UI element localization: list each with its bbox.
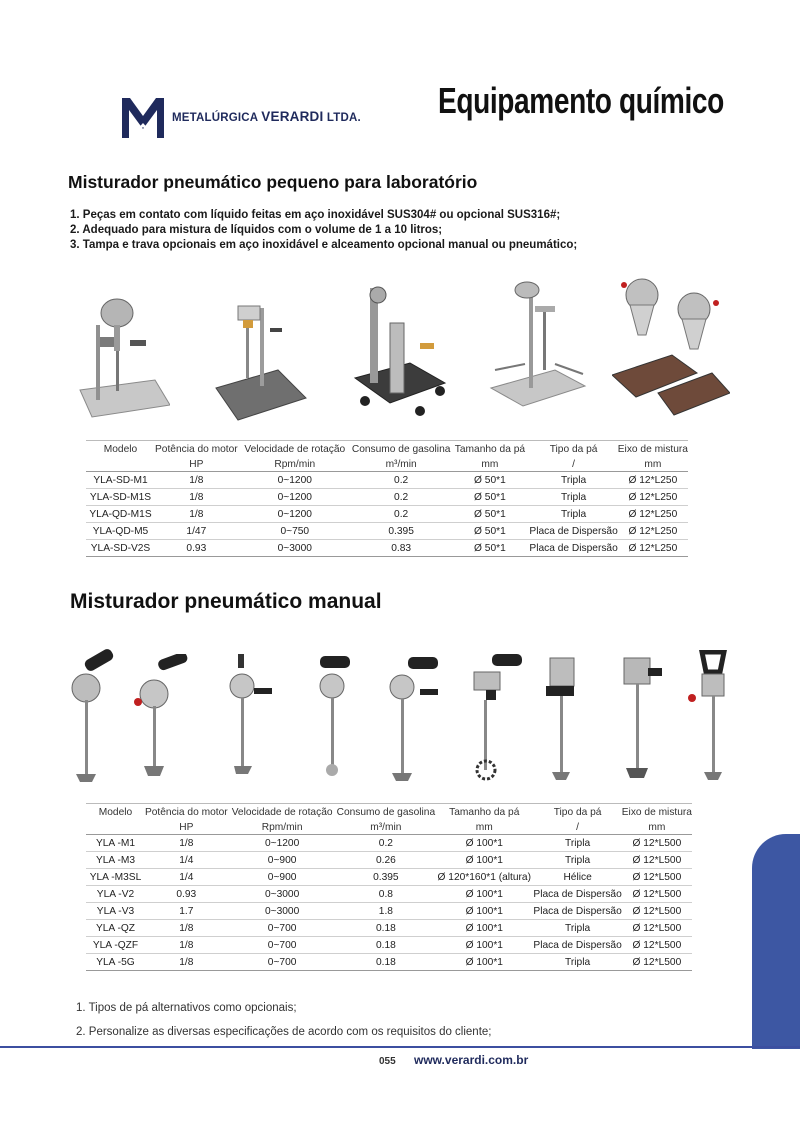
section-title-lab-mixer: Misturador pneumático pequeno para laboratório [68,172,478,192]
column-header: Tamanho da pá [450,441,529,458]
table-cell: Ø 12*L250 [618,523,688,540]
table-cell: YLA -M1 [86,835,145,852]
unit-label: mm [450,457,529,472]
table-cell: Ø 50*1 [450,472,529,489]
unit-label: mm [618,457,688,472]
table-row [86,506,688,523]
table-cell: 1.8 [337,903,436,920]
product-photo-manual-mixer-7 [538,656,588,784]
notes-list [76,996,492,1044]
unit-label: mm [622,820,692,835]
table-cell: Ø 12*L250 [618,506,688,523]
table-cell: 0.93 [155,540,238,557]
table-cell: 0.18 [337,954,436,971]
table-cell: Ø 100*1 [435,920,533,937]
table-row [86,937,692,954]
product-photo-manual-mixer-6 [458,652,528,786]
table-cell: 0~3000 [228,886,337,903]
table-cell: Placa de Dispersão [533,937,621,954]
spec-table-lab-mixer [86,440,688,557]
table-cell: Ø 120*160*1 (altura) [435,869,533,886]
section-title-manual-mixer: Misturador pneumático manual [70,590,382,613]
page-title: Equipamento químico [438,80,724,121]
table-cell: 0~700 [228,920,337,937]
unit-label: Rpm/min [228,820,337,835]
product-photo-manual-mixer-8 [614,654,670,784]
table-cell: YLA-QD-M5 [86,523,155,540]
side-tab-decoration [752,834,800,1049]
table-row [86,954,692,971]
feature-list [70,208,577,253]
table-row [86,523,688,540]
table-cell: YLA-SD-M1S [86,489,155,506]
column-header: Potência do motor [155,441,238,458]
table-cell: 0~1200 [228,835,337,852]
product-photo-lab-mixer-3 [350,283,450,428]
column-header: Eixo de mistura [618,441,688,458]
website-link[interactable]: www.verardi.com.br [414,1053,529,1067]
table-cell: 1/4 [145,869,228,886]
table-cell: 0.2 [352,489,451,506]
table-cell: Tripla [533,920,621,937]
unit-label: mm [435,820,533,835]
table-cell: Ø 50*1 [450,489,529,506]
table-cell: Placa de Dispersão [529,540,617,557]
column-header: Tamanho da pá [435,804,533,821]
table-cell: Ø 12*L250 [618,489,688,506]
table-cell: Ø 12*L500 [622,903,692,920]
column-header: Tipo da pá [529,441,617,458]
product-photo-manual-mixer-4 [306,654,366,782]
column-header: Consumo de gasolina [337,804,436,821]
table-cell: 0.93 [145,886,228,903]
table-cell: YLA-SD-V2S [86,540,155,557]
table-cell: Ø 100*1 [435,954,533,971]
table-cell: 0.2 [352,506,451,523]
table-cell: YLA -V3 [86,903,145,920]
table-cell: YLA -QZ [86,920,145,937]
table-cell: Ø 12*L500 [622,886,692,903]
table-cell: 1/8 [155,472,238,489]
table-cell: 0.2 [352,472,451,489]
column-header: Modelo [86,441,155,458]
table-cell: Hélice [533,869,621,886]
table-cell: 0~700 [228,954,337,971]
unit-label: / [533,820,621,835]
product-photo-manual-mixer-9 [684,650,740,786]
table-cell: Ø 12*L500 [622,937,692,954]
table-row [86,852,692,869]
table-cell: Placa de Dispersão [533,886,621,903]
table-cell: 0.395 [352,523,451,540]
unit-label: m³/min [352,457,451,472]
table-row [86,835,692,852]
product-photo-lab-mixer-5 [612,275,730,420]
table-units-row [86,457,688,472]
table-cell: Ø 12*L250 [618,540,688,557]
table-cell: Tripla [533,852,621,869]
table-cell: 0~3000 [228,903,337,920]
product-photo-lab-mixer-4 [485,278,590,413]
table-cell: Ø 12*L500 [622,954,692,971]
table-cell: 0.26 [337,852,436,869]
table-cell: 1/47 [155,523,238,540]
unit-label: m³/min [337,820,436,835]
unit-label: HP [145,820,228,835]
table-cell: Ø 12*L500 [622,835,692,852]
table-cell: Ø 12*L250 [618,472,688,489]
spec-table-manual-mixer [86,803,692,971]
table-cell: Tripla [529,489,617,506]
table-cell: 0.18 [337,920,436,937]
table-cell: YLA -V2 [86,886,145,903]
footer-divider [0,1046,800,1048]
table-row [86,903,692,920]
column-header: Consumo de gasolina [352,441,451,458]
column-header: Eixo de mistura [622,804,692,821]
table-cell: YLA -M3SL [86,869,145,886]
table-cell: 0~900 [228,869,337,886]
table-cell: 1/8 [145,937,228,954]
table-header-row [86,441,688,458]
table-cell: Ø 100*1 [435,903,533,920]
table-cell: YLA -M3 [86,852,145,869]
unit-label: / [529,457,617,472]
table-cell: 0.395 [337,869,436,886]
table-cell: Ø 50*1 [450,506,529,523]
table-cell: 1/8 [155,506,238,523]
table-cell: 1/8 [155,489,238,506]
table-cell: 0.83 [352,540,451,557]
product-photo-manual-mixer-5 [384,655,444,785]
table-row [86,920,692,937]
table-cell: Ø 100*1 [435,835,533,852]
table-cell: Ø 100*1 [435,852,533,869]
table-cell: Ø 12*L500 [622,920,692,937]
table-cell: 1/8 [145,920,228,937]
table-cell: Tripla [529,472,617,489]
feature-item: 2. Adequado para mistura de líquidos com o volume de 1 a 10 litros; [70,224,443,236]
unit-label [86,820,145,835]
column-header: Tipo da pá [533,804,621,821]
product-photo-manual-mixer-1 [64,648,124,788]
table-cell: YLA -5G [86,954,145,971]
table-cell: 0.8 [337,886,436,903]
table-cell: 0~900 [228,852,337,869]
unit-label: Rpm/min [238,457,352,472]
table-cell: Ø 50*1 [450,540,529,557]
table-row [86,540,688,557]
table-row [86,472,688,489]
table-cell: Ø 12*L500 [622,869,692,886]
table-cell: 1/8 [145,954,228,971]
table-cell: 1/4 [145,852,228,869]
column-header: Velocidade de rotação [228,804,337,821]
unit-label: HP [155,457,238,472]
table-cell: 0~1200 [238,472,352,489]
table-header-row [86,804,692,821]
column-header: Modelo [86,804,145,821]
product-photo-lab-mixer-1 [70,285,170,425]
table-cell: Ø 12*L500 [622,852,692,869]
column-header: Potência do motor [145,804,228,821]
table-cell: YLA-QD-M1S [86,506,155,523]
page-number: 055 [379,1056,396,1067]
table-cell: 0~750 [238,523,352,540]
feature-item: 1. Peças em contato com líquido feitas em aço inoxidável SUS304# ou opcional SUS316#; [70,209,561,221]
table-cell: Placa de Dispersão [529,523,617,540]
table-row [86,886,692,903]
column-header: Velocidade de rotação [238,441,352,458]
table-cell: Tripla [533,835,621,852]
table-cell: 0~1200 [238,506,352,523]
note-item: 2. Personalize as diversas especificações de acordo com os requisitos do cliente; [76,1026,492,1038]
table-cell: 0~1200 [238,489,352,506]
table-cell: 1/8 [145,835,228,852]
table-cell: Tripla [533,954,621,971]
table-cell: 0.2 [337,835,436,852]
table-cell: 0~700 [228,937,337,954]
table-cell: Ø 100*1 [435,886,533,903]
product-photo-manual-mixer-3 [224,652,274,780]
table-row [86,489,688,506]
table-cell: YLA-SD-M1 [86,472,155,489]
product-photo-lab-mixer-2 [208,288,308,428]
table-row [86,869,692,886]
table-cell: 0~3000 [238,540,352,557]
unit-label [86,457,155,472]
product-photo-manual-mixer-2 [132,654,192,784]
table-cell: Ø 100*1 [435,937,533,954]
feature-item: 3. Tampa e trava opcionais em aço inoxidável e alceamento opcional manual ou pneumático; [70,239,578,251]
table-cell: 0.18 [337,937,436,954]
note-item: 1. Tipos de pá alternativos como opcionais; [76,1002,297,1014]
table-cell: 1.7 [145,903,228,920]
table-cell: Ø 50*1 [450,523,529,540]
table-cell: Tripla [529,506,617,523]
company-logo [122,98,164,138]
table-cell: YLA -QZF [86,937,145,954]
table-cell: Placa de Dispersão [533,903,621,920]
table-units-row [86,820,692,835]
company-name: METALÚRGICA VERARDI LTDA. [172,109,361,124]
